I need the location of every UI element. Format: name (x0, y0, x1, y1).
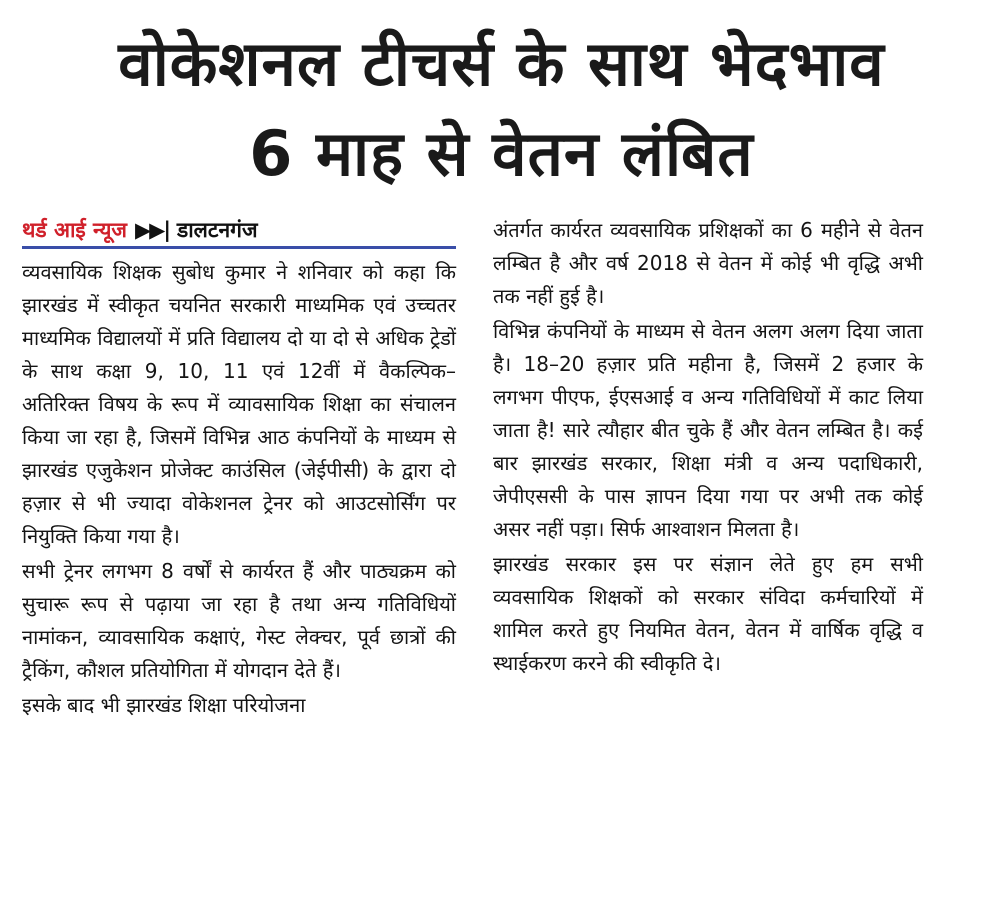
article-paragraph: झारखंड सरकार इस पर संज्ञान लेते हुए हम सभी व्यवसायिक शिक्षकों को सरकार संविदा कर्मचारियों में शामिल करते हुए नियमित वेतन, वेतन में वार्षिक वृद्धि व स्थाईकरण करने की स्वीकृति दे। (493, 552, 923, 675)
headline-line-2: 6 माह से वेतन लंबित (249, 117, 754, 190)
byline (22, 216, 456, 244)
byline-dateline-place: डालटनगंज (177, 218, 258, 242)
article-paragraph: इसके बाद भी झारखंड शिक्षा परियोजना (22, 693, 306, 717)
article-column-right (493, 214, 923, 680)
article-paragraph: सभी ट्रेनर लगभग 8 वर्षों से कार्यरत हैं और पाठ्यक्रम को सुचारू रूप से पढ़ाया जा रहा है तथा अन्य गतिविधियों नामांकन, व्यावसायिक कक्षाएं, गेस्ट लेक्चर, पूर्व छात्रों की ट्रैकिंग, कौशल प्रतियोगिता में योगदान देते हैं। (22, 559, 456, 682)
byline-agency: थर्ड आई न्यूज (22, 218, 128, 242)
fast-forward-icon: ▶▶| (135, 218, 169, 242)
article-paragraph: अंतर्गत कार्यरत व्यवसायिक प्रशिक्षकों का 6 महीने से वेतन लम्बित है और वर्ष 2018 से वेतन में कोई भी वृद्धि अभी तक नहीं हुई है। (493, 218, 923, 308)
byline-divider (22, 246, 456, 249)
article-column-left (22, 256, 456, 722)
article-paragraph: व्यवसायिक शिक्षक सुबोध कुमार ने शनिवार को कहा कि झारखंड में स्वीकृत चयनित सरकारी माध्यमिक एवं उच्चतर माध्यमिक विद्यालयों में प्रति विद्यालय दो या दो से अधिक ट्रेडों के साथ कक्षा 9, 10, 11 एवं 12वीं में वैकल्पिक–अतिरिक्त विषय के रूप में व्यावसायिक शिक्षा का संचालन किया जा रहा है, जिसमें विभिन्न आठ कंपनियों के माध्यम से झारखंड एजुकेशन प्रोजेक्ट काउंसिल (जेईपीसी) के द्वारा दो हज़ार से भी ज्यादा वोकेशनल ट्रेनर को आउटसोर्सिंग पर नियुक्ति किया गया है। (22, 260, 456, 548)
article-paragraph: विभिन्न कंपनियों के माध्यम से वेतन अलग अलग दिया जाता है। 18–20 हज़ार प्रति महीना है, जिसमें 2 हजार के लगभग पीएफ, ईएसआई व अन्य गतिविधियों में काट लिया जाता है! सारे त्यौहार बीत चुके हैं और वेतन लम्बित है। कई बार झारखंड सरकार, शिक्षा मंत्री व अन्य पदाधिकारी, जेपीएससी के पास ज्ञापन दिया गया पर अभी तक कोई असर नहीं पड़ा। सिर्फ आश्वाशन मिलता है। (493, 319, 923, 541)
headline-line-1: वोकेशनल टीचर्स के साथ भेदभाव (118, 27, 885, 100)
